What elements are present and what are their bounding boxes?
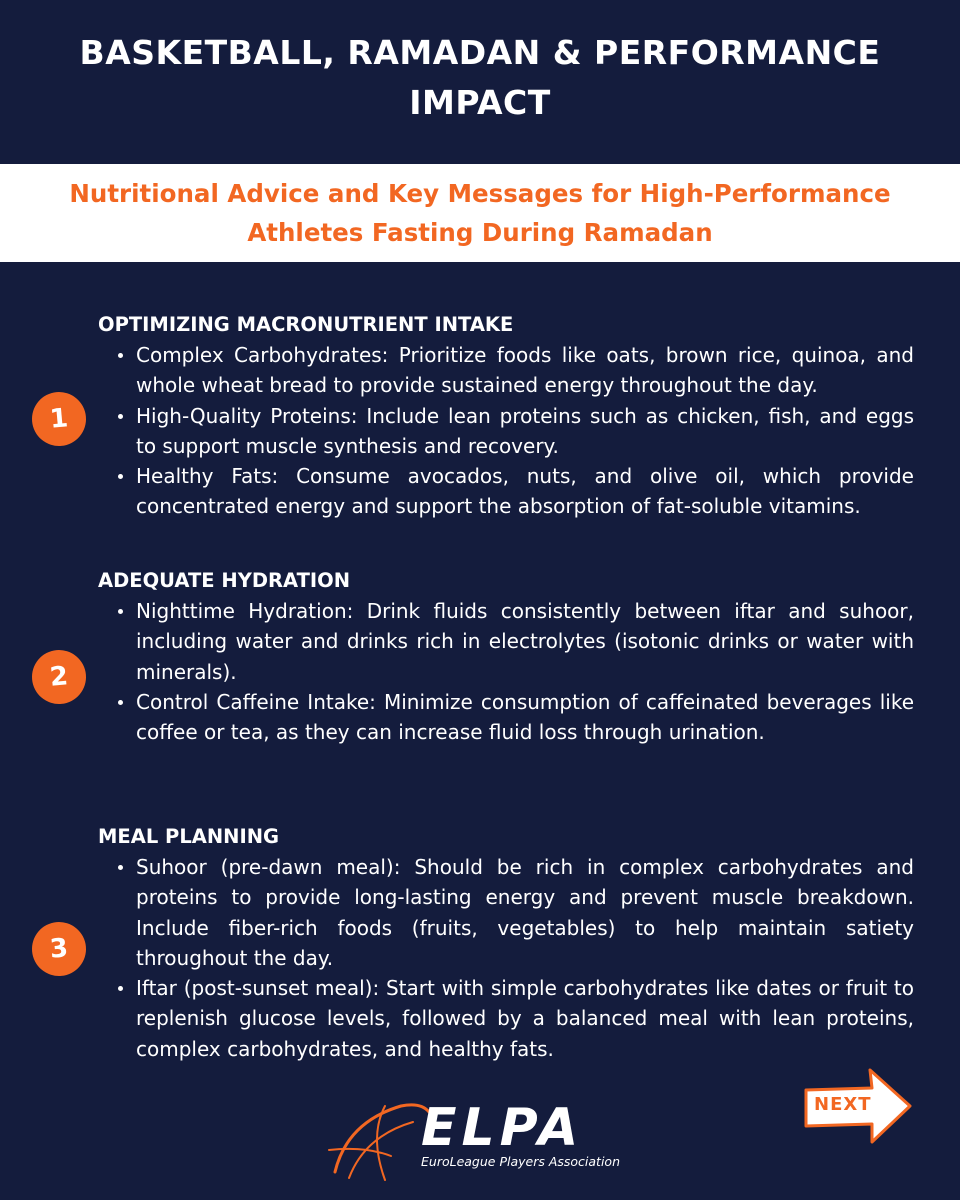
bullet-list xyxy=(136,852,914,1064)
next-button[interactable] xyxy=(802,1066,914,1146)
bullet-item: Suhoor (pre-dawn meal): Should be rich in complex carbohydrates and proteins to provide long-lasting energy and prevent muscle breakdown. Include fiber-rich foods (fruits, vegetables) to help maintain satiety throughout the day. xyxy=(136,852,914,973)
bullet-item: Nighttime Hydration: Drink fluids consistently between iftar and suhoor, including water and drinks rich in electrolytes (isotonic drinks or water with minerals). xyxy=(136,596,914,687)
section-heading: OPTIMIZING MACRONUTRIENT INTAKE xyxy=(98,313,514,336)
section-heading: ADEQUATE HYDRATION xyxy=(98,569,351,592)
subtitle-banner xyxy=(0,164,960,262)
section-heading: MEAL PLANNING xyxy=(98,825,280,848)
basketball-icon xyxy=(325,1096,435,1182)
logo-wordmark: ELPA xyxy=(421,1098,584,1158)
next-label: NEXT xyxy=(814,1094,872,1115)
bullet-item: Control Caffeine Intake: Minimize consumption of caffeinated beverages like coffee or tea, as they can increase fluid loss through urination. xyxy=(136,687,914,748)
bullet-item: Healthy Fats: Consume avocados, nuts, and olive oil, which provide concentrated energy and support the absorption of fat-soluble vitamins. xyxy=(136,461,914,522)
elpa-logo xyxy=(325,1096,645,1182)
bullet-item: High-Quality Proteins: Include lean proteins such as chicken, fish, and eggs to support muscle synthesis and recovery. xyxy=(136,401,914,462)
bullet-list xyxy=(136,340,914,522)
section-number-badge: 3 xyxy=(30,920,89,979)
subtitle-text: Nutritional Advice and Key Messages for High-Performance Athletes Fasting During Ramadan xyxy=(69,179,891,247)
bullet-list xyxy=(136,596,914,747)
bullet-item: Iftar (post-sunset meal): Start with simple carbohydrates like dates or fruit to replenish glucose levels, followed by a balanced meal with lean proteins, complex carbohydrates, and healthy fats. xyxy=(136,973,914,1064)
section-number-badge: 2 xyxy=(30,648,89,707)
logo-subtitle: EuroLeague Players Association xyxy=(421,1154,620,1169)
page-title: BASKETBALL, RAMADAN & PERFORMANCE IMPACT xyxy=(79,33,881,122)
section-number-badge: 1 xyxy=(30,390,89,449)
bullet-item: Complex Carbohydrates: Prioritize foods like oats, brown rice, quinoa, and whole wheat bread to provide sustained energy throughout the day. xyxy=(136,340,914,401)
